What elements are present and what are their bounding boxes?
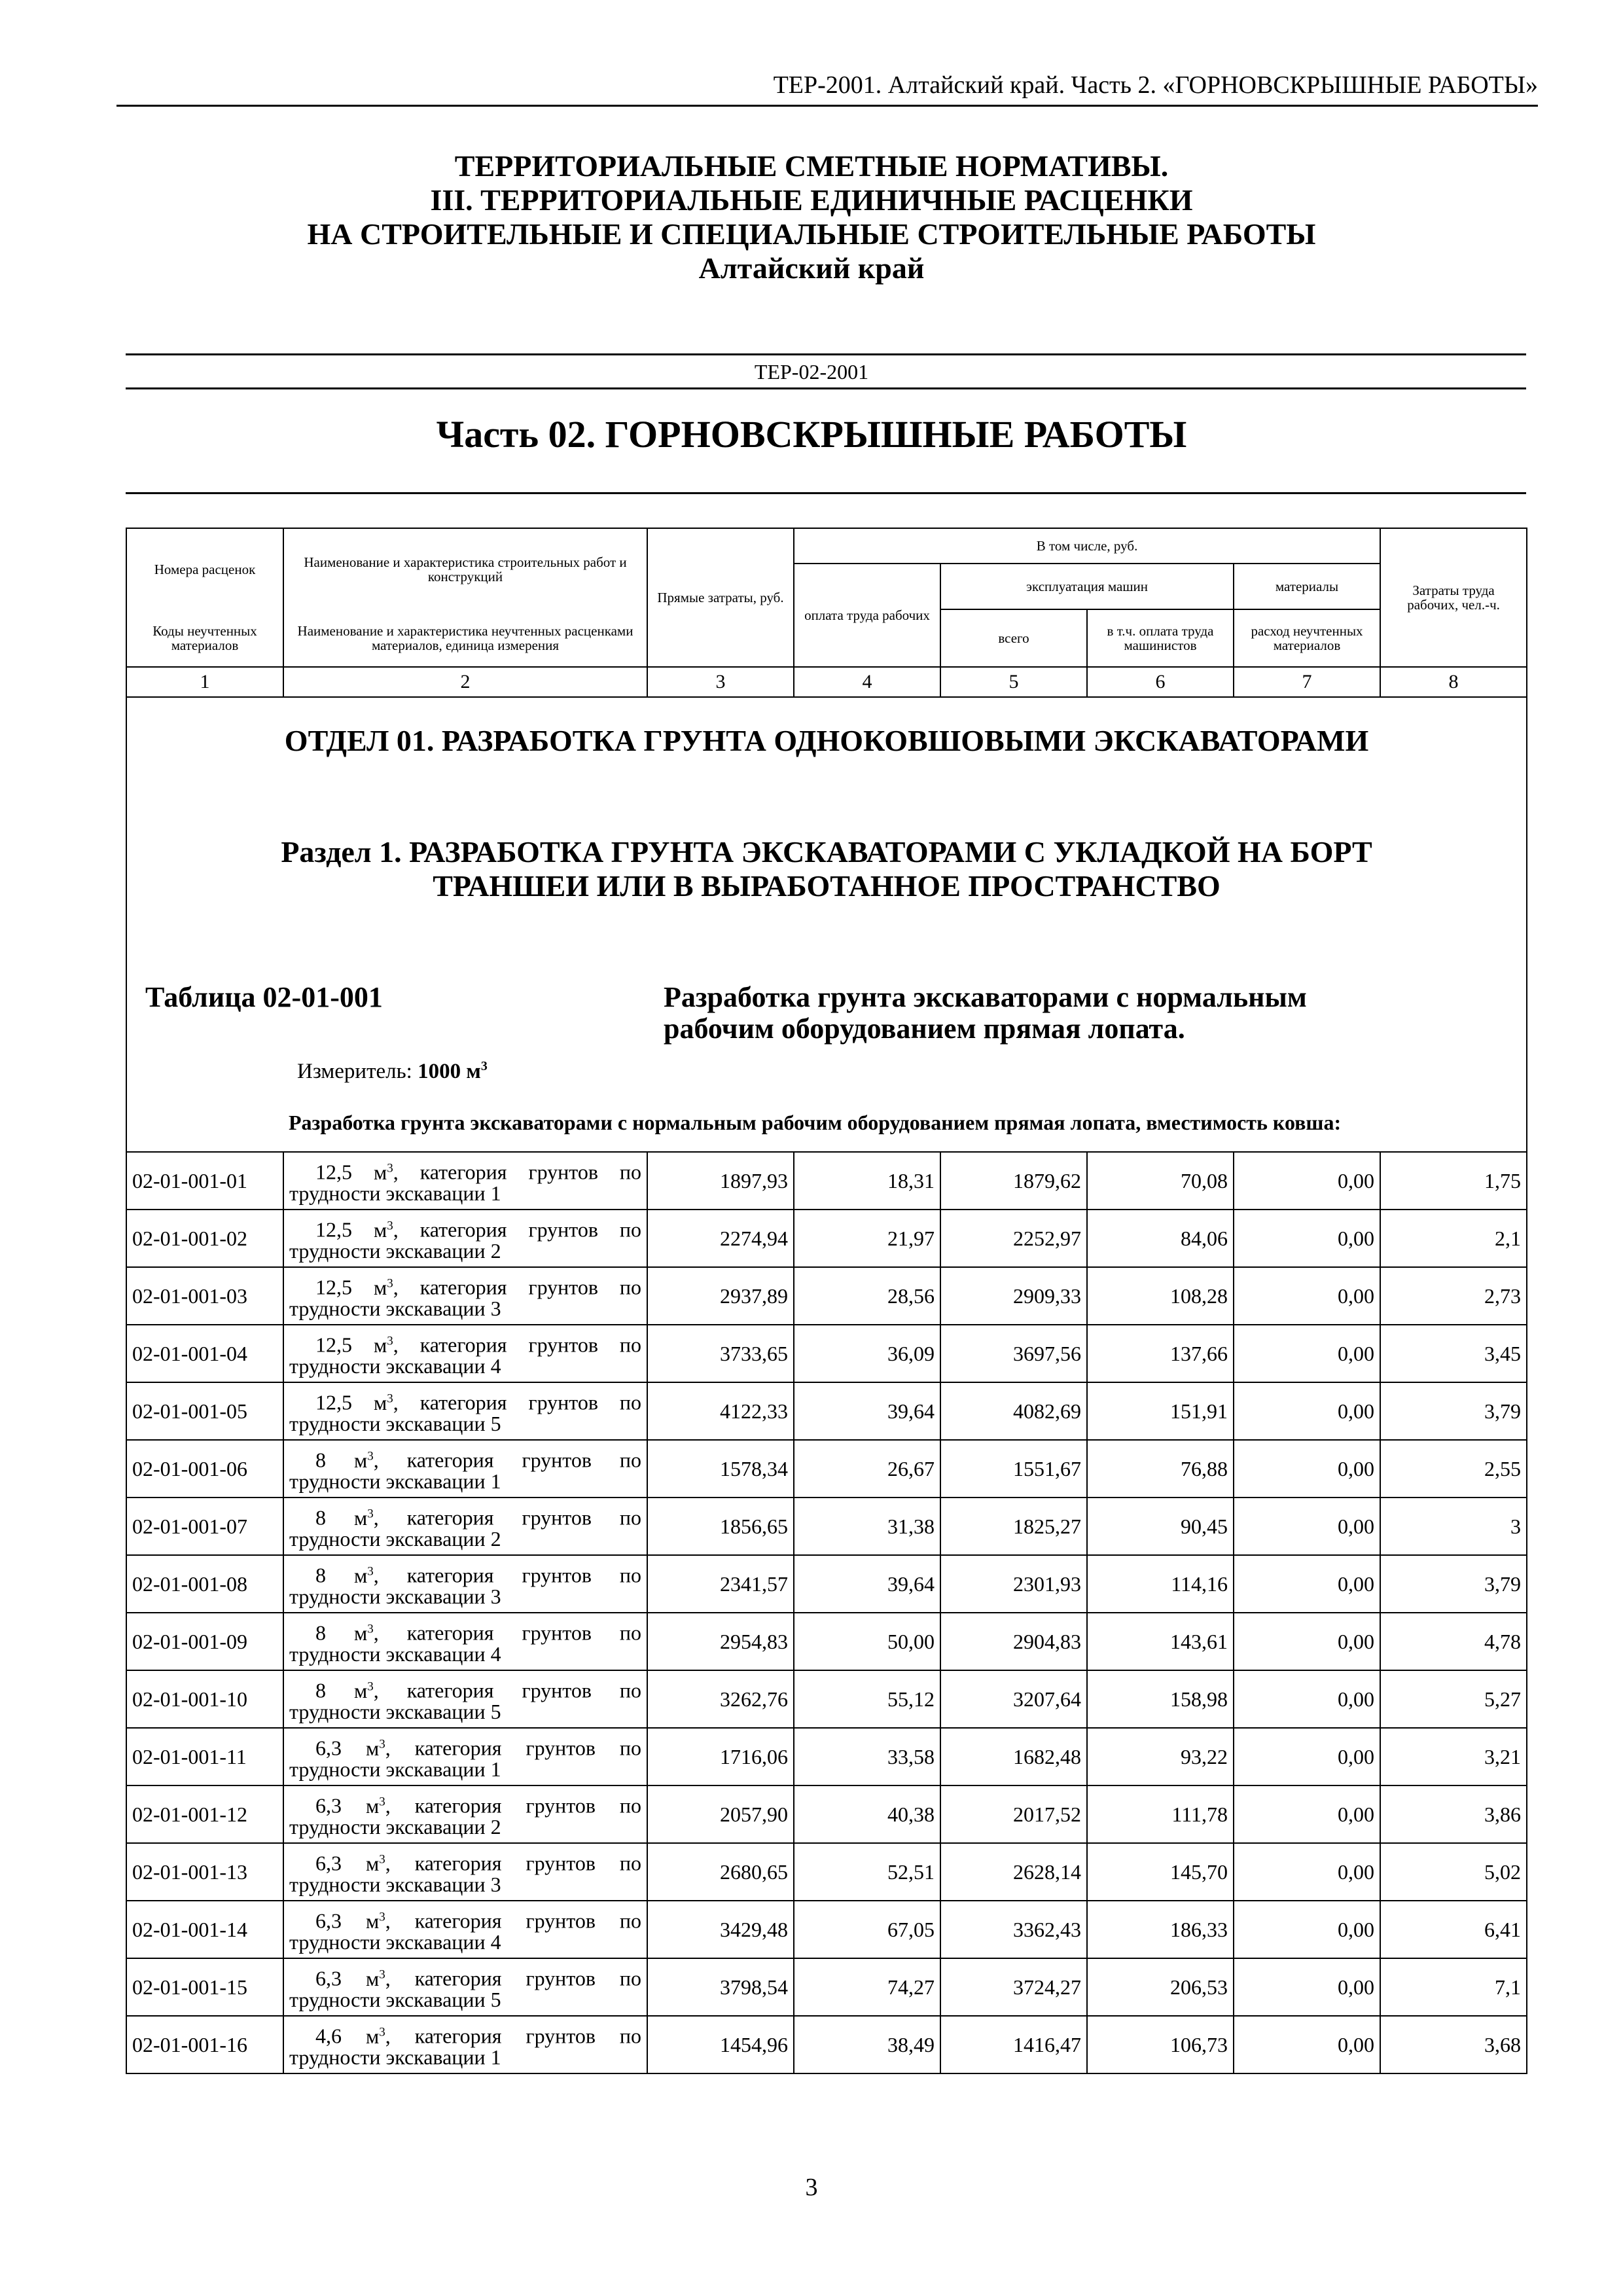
document-code: ТЕР-02-2001 [754,360,869,384]
machines-total: 1416,47 [940,2016,1087,2073]
bucket-size: 8 [315,1448,326,1472]
bucket-unit: $м^3$, [342,1909,415,1933]
materials-unaccounted-header: расход неучтенных материалов [1234,609,1380,667]
rate-code: 02-01-001-05 [126,1382,283,1440]
materials: 0,00 [1234,1498,1380,1555]
machines-operators-pay: 70,08 [1087,1152,1234,1210]
soil-category: категория грунтов по трудности экскавации 1 [289,2024,642,2069]
labor-pay: 55,12 [794,1670,940,1728]
bucket-unit: $м^3$, [342,1966,415,1990]
labor-pay: 21,97 [794,1210,940,1267]
labor-hours: 3,21 [1380,1728,1527,1785]
direct-costs: 2274,94 [647,1210,794,1267]
rate-code: 02-01-001-07 [126,1498,283,1555]
rates-table [126,528,1527,2074]
rate-description [283,1325,647,1382]
subheading: Разработка грунта экскаваторами с нормальным рабочим оборудованием прямая лопата, вместимость ковша: [283,1093,1527,1152]
table-row [126,1728,1527,1785]
direct-costs: 3798,54 [647,1958,794,2016]
soil-category: категория грунтов по трудности экскавации 2 [289,1793,642,1839]
labor-hours: 1,75 [1380,1152,1527,1210]
direct-costs: 2680,65 [647,1843,794,1901]
materials: 0,00 [1234,1440,1380,1498]
direct-costs: 3262,76 [647,1670,794,1728]
bucket-size: 12,5 [315,1217,352,1242]
direct-costs: 1716,06 [647,1728,794,1785]
rate-description [283,1210,647,1267]
labor-cost-header: Затраты труда рабочих, чел.-ч. [1380,528,1527,667]
table-row [126,1555,1527,1613]
soil-category: категория грунтов по трудности экскавации 4 [289,1909,642,1954]
materials: 0,00 [1234,1210,1380,1267]
machines-total: 3207,64 [940,1670,1087,1728]
labor-pay-header: оплата труда рабочих [794,564,940,667]
bucket-unit: $м^3$, [352,1275,420,1299]
soil-category: категория грунтов по трудности экскавации 5 [289,1966,642,2011]
machines-operators-header: в т.ч. оплата труда машинистов [1087,609,1234,667]
machines-operators-pay: 206,53 [1087,1958,1234,2016]
machines-total: 1551,67 [940,1440,1087,1498]
rate-description [283,1267,647,1325]
bucket-unit: $м^3$, [342,2024,415,2048]
table-label: Таблица 02-01-001 [145,981,383,1013]
labor-pay: 31,38 [794,1498,940,1555]
labor-hours: 5,02 [1380,1843,1527,1901]
materials: 0,00 [1234,2016,1380,2073]
bucket-unit: $м^3$, [342,1851,415,1875]
rate-description [283,1670,647,1728]
machines-operators-pay: 93,22 [1087,1728,1234,1785]
column-number: 1 [126,667,283,697]
machines-total: 4082,69 [940,1382,1087,1440]
rate-code: 02-01-001-13 [126,1843,283,1901]
machines-total: 1825,27 [940,1498,1087,1555]
bucket-size: 6,3 [315,1736,342,1760]
bucket-unit: $м^3$, [352,1217,420,1242]
labor-pay: 50,00 [794,1613,940,1670]
machines-total: 2904,83 [940,1613,1087,1670]
column-number: 5 [940,667,1087,697]
table-row [126,1785,1527,1843]
title-line: ТЕРРИТОРИАЛЬНЫЕ СМЕТНЫЕ НОРМАТИВЫ. [454,149,1169,183]
rate-description [283,1555,647,1613]
table-row [126,1613,1527,1670]
col2-subheader: Наименование и характеристика неучтенных расценками материалов, единица измерения [283,609,647,667]
direct-costs: 3733,65 [647,1325,794,1382]
running-header: ТЕР-2001. Алтайский край. Часть 2. «ГОРНОВСКРЫШНЫЕ РАБОТЫ» [773,71,1538,99]
rate-code: 02-01-001-01 [126,1152,283,1210]
labor-hours: 3,68 [1380,2016,1527,2073]
col2-header: Наименование и характеристика строительных работ и конструкций [283,528,647,609]
table-row [126,1382,1527,1440]
machines-total: 3362,43 [940,1901,1087,1958]
document-title [0,149,1623,285]
title-line: III. ТЕРРИТОРИАЛЬНЫЕ ЕДИНИЧНЫЕ РАСЦЕНКИ [430,183,1193,217]
rate-code: 02-01-001-16 [126,2016,283,2073]
bucket-unit: $м^3$, [352,1160,420,1184]
machines-total: 2252,97 [940,1210,1087,1267]
rate-description [283,1382,647,1440]
column-number: 7 [1234,667,1380,697]
subheading-spacer [126,1093,283,1152]
soil-category: категория грунтов по трудности экскавации 5 [289,1390,642,1435]
machines-operators-pay: 186,33 [1087,1901,1234,1958]
direct-costs: 2954,83 [647,1613,794,1670]
direct-costs: 2057,90 [647,1785,794,1843]
labor-hours: 2,55 [1380,1440,1527,1498]
direct-costs: 2937,89 [647,1267,794,1325]
section-heading [140,835,1513,903]
col1-subheader: Коды неучтенных материалов [126,609,283,667]
table-row [126,1901,1527,1958]
table-row [126,1670,1527,1728]
unit-superscript: 3 [480,1059,488,1073]
bucket-size: 12,5 [315,1275,352,1299]
bucket-size: 8 [315,1563,326,1587]
bucket-unit: $м^3$, [326,1621,407,1645]
soil-category: категория грунтов по трудности экскавации 1 [289,1736,642,1781]
rate-code: 02-01-001-14 [126,1901,283,1958]
materials: 0,00 [1234,1670,1380,1728]
direct-costs: 4122,33 [647,1382,794,1440]
materials: 0,00 [1234,1325,1380,1382]
machines-total: 3697,56 [940,1325,1087,1382]
machines-operators-pay: 145,70 [1087,1843,1234,1901]
machines-total: 2628,14 [940,1843,1087,1901]
bucket-size: 8 [315,1505,326,1530]
bucket-unit: $м^3$, [326,1563,407,1587]
labor-pay: 74,27 [794,1958,940,2016]
bucket-unit: $м^3$, [352,1390,420,1414]
part-title: Часть 02. ГОРНОВСКРЫШНЫЕ РАБОТЫ [436,413,1187,456]
page-number: 3 [805,2174,818,2201]
bucket-size: 6,3 [315,1966,342,1990]
direct-costs: 1454,96 [647,2016,794,2073]
bucket-size: 8 [315,1678,326,1702]
rate-description [283,1901,647,1958]
materials: 0,00 [1234,1613,1380,1670]
column-number: 6 [1087,667,1234,697]
header-rule [116,105,1538,107]
column-number: 2 [283,667,647,697]
direct-costs: 1856,65 [647,1498,794,1555]
bucket-size: 12,5 [315,1160,352,1184]
materials: 0,00 [1234,1958,1380,2016]
materials: 0,00 [1234,1843,1380,1901]
machines-operators-pay: 106,73 [1087,2016,1234,2073]
bucket-size: 6,3 [315,1909,342,1933]
labor-hours: 2,1 [1380,1210,1527,1267]
incl-header: В том числе, руб. [794,528,1380,564]
rate-code: 02-01-001-12 [126,1785,283,1843]
rate-description [283,2016,647,2073]
rate-code: 02-01-001-10 [126,1670,283,1728]
bucket-size: 8 [315,1621,326,1645]
column-number: 8 [1380,667,1527,697]
machines-operators-pay: 90,45 [1087,1498,1234,1555]
labor-pay: 39,64 [794,1382,940,1440]
direct-costs: 2341,57 [647,1555,794,1613]
machines-total: 2909,33 [940,1267,1087,1325]
machines-operators-pay: 114,16 [1087,1555,1234,1613]
labor-hours: 3,79 [1380,1382,1527,1440]
rate-description [283,1613,647,1670]
rate-code: 02-01-001-11 [126,1728,283,1785]
soil-category: категория грунтов по трудности экскавации 2 [289,1505,642,1551]
labor-pay: 38,49 [794,2016,940,2073]
rate-description [283,1843,647,1901]
materials: 0,00 [1234,1382,1380,1440]
direct-costs: 3429,48 [647,1901,794,1958]
labor-hours: 6,41 [1380,1901,1527,1958]
labor-pay: 28,56 [794,1267,940,1325]
labor-hours: 4,78 [1380,1613,1527,1670]
labor-hours: 5,27 [1380,1670,1527,1728]
labor-pay: 36,09 [794,1325,940,1382]
soil-category: категория грунтов по трудности экскавации 3 [289,1275,642,1320]
section-line: Раздел 1. РАЗРАБОТКА ГРУНТА ЭКСКАВАТОРАМИ С УКЛАДКОЙ НА БОРТ [281,835,1372,869]
table-caption [140,982,1513,1093]
materials: 0,00 [1234,1728,1380,1785]
rate-code: 02-01-001-02 [126,1210,283,1267]
department-heading: ОТДЕЛ 01. РАЗРАБОТКА ГРУНТА ОДНОКОВШОВЫМИ ЭКСКАВАТОРАМИ [284,724,1369,757]
labor-hours: 3 [1380,1498,1527,1555]
table-row [126,1843,1527,1901]
rate-code: 02-01-001-08 [126,1555,283,1613]
machines-operators-pay: 84,06 [1087,1210,1234,1267]
bucket-size: 6,3 [315,1793,342,1818]
col1-header: Номера расценок [126,528,283,609]
soil-category: категория грунтов по трудности экскавации 4 [289,1621,642,1666]
table-row [126,1210,1527,1267]
labor-pay: 40,38 [794,1785,940,1843]
title-line: Алтайский край [698,251,925,285]
machines-operators-pay: 158,98 [1087,1670,1234,1728]
part-rule [126,492,1526,494]
machines-header: эксплуатация машин [940,564,1234,609]
labor-hours: 7,1 [1380,1958,1527,2016]
table-row [126,1325,1527,1382]
machines-total: 1682,48 [940,1728,1087,1785]
materials: 0,00 [1234,1152,1380,1210]
bucket-unit: $м^3$, [342,1736,415,1760]
soil-category: категория грунтов по трудности экскавации 4 [289,1333,642,1378]
labor-hours: 3,79 [1380,1555,1527,1613]
column-number: 3 [647,667,794,697]
machines-operators-pay: 151,91 [1087,1382,1234,1440]
bucket-unit: $м^3$, [342,1793,415,1818]
materials-header: материалы [1234,564,1380,609]
table-row [126,1267,1527,1325]
bucket-size: 12,5 [315,1333,352,1357]
bucket-unit: $м^3$, [326,1448,407,1472]
materials: 0,00 [1234,1901,1380,1958]
bucket-size: 4,6 [315,2024,342,2048]
machines-operators-pay: 111,78 [1087,1785,1234,1843]
rate-description [283,1152,647,1210]
title-line: НА СТРОИТЕЛЬНЫЕ И СПЕЦИАЛЬНЫЕ СТРОИТЕЛЬНЫЕ РАБОТЫ [307,217,1316,251]
unit-value: 1000 м [418,1060,481,1083]
rate-description [283,1498,647,1555]
soil-category: категория грунтов по трудности экскавации 3 [289,1851,642,1896]
machines-total: 2301,93 [940,1555,1087,1613]
machines-total: 1879,62 [940,1152,1087,1210]
machines-operators-pay: 108,28 [1087,1267,1234,1325]
machines-total: 3724,27 [940,1958,1087,2016]
rate-code: 02-01-001-09 [126,1613,283,1670]
unit-line [297,1059,488,1084]
col3-header: Прямые затраты, руб. [647,528,794,667]
rate-code: 02-01-001-06 [126,1440,283,1498]
bucket-size: 6,3 [315,1851,342,1875]
table-row [126,1152,1527,1210]
table-row [126,2016,1527,2073]
labor-pay: 26,67 [794,1440,940,1498]
rate-code: 02-01-001-15 [126,1958,283,2016]
direct-costs: 1897,93 [647,1152,794,1210]
table-row [126,1958,1527,2016]
labor-pay: 18,31 [794,1152,940,1210]
table-row [126,1440,1527,1498]
soil-category: категория грунтов по трудности экскавации 2 [289,1217,642,1263]
machines-operators-pay: 76,88 [1087,1440,1234,1498]
bucket-size: 12,5 [315,1390,352,1414]
labor-pay: 39,64 [794,1555,940,1613]
code-rule-top [126,353,1526,355]
table-row [126,1498,1527,1555]
materials: 0,00 [1234,1555,1380,1613]
labor-pay: 33,58 [794,1728,940,1785]
column-number: 4 [794,667,940,697]
labor-pay: 67,05 [794,1901,940,1958]
bucket-unit: $м^3$, [352,1333,420,1357]
rate-description [283,1728,647,1785]
materials: 0,00 [1234,1267,1380,1325]
materials: 0,00 [1234,1785,1380,1843]
rate-description [283,1440,647,1498]
machines-operators-pay: 137,66 [1087,1325,1234,1382]
labor-hours: 3,86 [1380,1785,1527,1843]
soil-category: категория грунтов по трудности экскавации 5 [289,1678,642,1723]
bucket-unit: $м^3$, [326,1505,407,1530]
rate-code: 02-01-001-03 [126,1267,283,1325]
table-title: Разработка грунта экскаваторами с нормальным рабочим оборудованием прямая лопата. [664,981,1307,1045]
soil-category: категория грунтов по трудности экскавации 3 [289,1563,642,1608]
machines-total: 2017,52 [940,1785,1087,1843]
rate-code: 02-01-001-04 [126,1325,283,1382]
machines-operators-pay: 143,61 [1087,1613,1234,1670]
labor-pay: 52,51 [794,1843,940,1901]
labor-hours: 3,45 [1380,1325,1527,1382]
soil-category: категория грунтов по трудности экскавации 1 [289,1160,642,1205]
code-rule-bottom [126,387,1526,389]
rate-description [283,1785,647,1843]
machines-total-header: всего [940,609,1087,667]
soil-category: категория грунтов по трудности экскавации 1 [289,1448,642,1493]
rate-description [283,1958,647,2016]
direct-costs: 1578,34 [647,1440,794,1498]
unit-label: Измеритель: [297,1060,418,1083]
labor-hours: 2,73 [1380,1267,1527,1325]
section-line: ТРАНШЕИ ИЛИ В ВЫРАБОТАННОЕ ПРОСТРАНСТВО [433,869,1221,903]
bucket-unit: $м^3$, [326,1678,407,1702]
section-block [126,697,1527,1093]
